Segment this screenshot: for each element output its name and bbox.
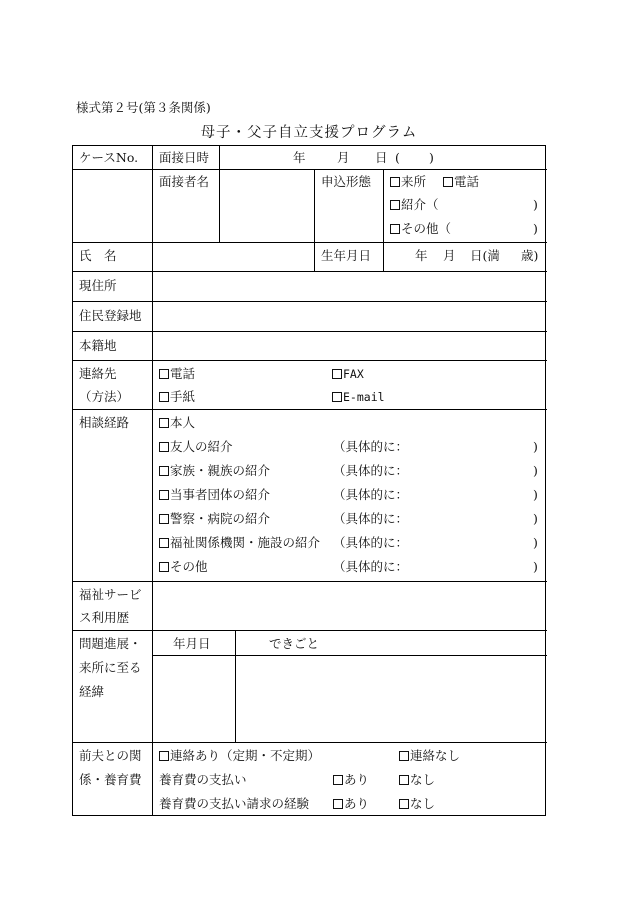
checkbox[interactable] xyxy=(159,392,169,402)
claim-yes-option[interactable]: あり xyxy=(333,797,369,811)
specific-close: ) xyxy=(533,535,538,550)
row-divider xyxy=(73,169,547,170)
consult-option-police[interactable]: 警察・病院の紹介 xyxy=(159,512,270,526)
welfare-history-label-2: ス利用歴 xyxy=(79,610,130,625)
checkbox[interactable] xyxy=(159,562,169,572)
checkbox[interactable] xyxy=(159,466,169,476)
birthdate-label: 生年月日 xyxy=(321,248,372,263)
birth-year-label: 年 xyxy=(415,248,428,263)
interviewer-label: 面接者名 xyxy=(159,174,210,189)
row-divider xyxy=(73,409,547,410)
checkbox[interactable] xyxy=(390,224,400,234)
payment-yes-option[interactable]: あり xyxy=(333,773,369,787)
history-label-2: 来所に至る xyxy=(79,660,142,675)
birth-day-age-label: 日(満 xyxy=(470,248,500,263)
consult-option-welfare[interactable]: 福祉関係機関・施設の紹介 xyxy=(159,536,320,550)
other-close: ) xyxy=(533,221,538,236)
interview-date-label: 面接日時 xyxy=(159,150,210,165)
specific-prefix: （具体的に： xyxy=(333,439,409,454)
month-label: 月 xyxy=(337,150,350,165)
specific-prefix: （具体的に： xyxy=(333,487,409,502)
checkbox[interactable] xyxy=(159,490,169,500)
birth-month-label: 月 xyxy=(443,248,456,263)
checkbox[interactable] xyxy=(399,775,409,785)
checkbox[interactable] xyxy=(333,775,343,785)
form-table xyxy=(72,145,546,816)
consult-option-self[interactable]: 本人 xyxy=(159,416,195,430)
claim-no-option[interactable]: なし xyxy=(399,797,435,811)
domicile-label: 本籍地 xyxy=(79,338,117,353)
contact-no-option[interactable]: 連絡なし xyxy=(399,749,460,763)
specific-close: ) xyxy=(533,439,538,454)
checkbox[interactable] xyxy=(332,369,342,379)
consult-option-group[interactable]: 当事者団体の紹介 xyxy=(159,488,270,502)
specific-prefix: （具体的に： xyxy=(333,511,409,526)
checkbox[interactable] xyxy=(390,200,400,210)
referral-option[interactable]: 紹介（ xyxy=(390,198,439,212)
contact-email-option[interactable]: E-mail xyxy=(332,390,385,404)
specific-close: ) xyxy=(533,559,538,574)
row-divider xyxy=(73,360,547,361)
form-number: 様式第２号(第３条関係) xyxy=(76,100,211,115)
welfare-history-label: 福祉サービ xyxy=(79,587,142,602)
history-label-3: 経緯 xyxy=(79,684,105,699)
checkbox[interactable] xyxy=(159,751,169,761)
history-event-header: できごと xyxy=(269,636,320,651)
year-label: 年 xyxy=(293,150,306,165)
checkbox[interactable] xyxy=(333,799,343,809)
specific-close: ) xyxy=(533,487,538,502)
row-divider xyxy=(73,581,547,582)
application-type-label: 申込形態 xyxy=(321,174,372,189)
history-date-header: 年月日 xyxy=(173,636,211,651)
checkbox[interactable] xyxy=(390,177,400,187)
checkbox[interactable] xyxy=(159,418,169,428)
checkbox[interactable] xyxy=(399,799,409,809)
row-divider xyxy=(73,242,547,243)
consult-option-family[interactable]: 家族・親族の紹介 xyxy=(159,464,270,478)
payment-no-option[interactable]: なし xyxy=(399,773,435,787)
checkbox[interactable] xyxy=(159,514,169,524)
checkbox[interactable] xyxy=(159,369,169,379)
history-header-divider xyxy=(153,655,547,656)
checkbox[interactable] xyxy=(399,751,409,761)
other-option[interactable]: その他（ xyxy=(390,222,451,236)
consultation-route-label: 相談経路 xyxy=(79,415,130,430)
phone-option[interactable]: 電話 xyxy=(443,175,479,189)
row-divider xyxy=(73,331,547,332)
row-divider xyxy=(73,742,547,743)
contact-yes-option[interactable]: 連絡あり（定期・不定期） xyxy=(159,749,320,763)
contact-label: 連絡先 xyxy=(79,366,117,381)
history-column-divider xyxy=(235,630,236,742)
contact-letter-option[interactable]: 手紙 xyxy=(159,390,195,404)
specific-prefix: （具体的に： xyxy=(333,463,409,478)
contact-method-label: （方法） xyxy=(79,389,130,404)
day-paren-open: ( xyxy=(395,150,400,165)
payment-label: 養育費の支払い xyxy=(159,772,247,787)
row-divider xyxy=(73,630,547,631)
claim-label: 養育費の支払い請求の経験 xyxy=(159,796,310,811)
column-divider xyxy=(383,169,384,271)
specific-prefix: （具体的に： xyxy=(333,559,409,574)
specific-close: ) xyxy=(533,511,538,526)
specific-close: ) xyxy=(533,463,538,478)
contact-fax-option[interactable]: FAX xyxy=(332,367,364,381)
day-paren-close: ) xyxy=(429,150,434,165)
row-divider xyxy=(73,271,547,272)
age-close-label: 歳) xyxy=(521,248,539,263)
checkbox[interactable] xyxy=(159,538,169,548)
registered-address-label: 住民登録地 xyxy=(79,308,142,323)
row-divider xyxy=(73,301,547,302)
form-title: 母子・父子自立支援プログラム xyxy=(200,125,418,141)
name-label: 氏 名 xyxy=(79,248,117,263)
checkbox[interactable] xyxy=(159,442,169,452)
ex-husband-label-2: 係・養育費 xyxy=(79,772,142,787)
history-label: 問題進展・ xyxy=(79,636,142,651)
contact-phone-option[interactable]: 電話 xyxy=(159,367,195,381)
visit-option[interactable]: 来所 xyxy=(390,175,426,189)
checkbox[interactable] xyxy=(332,392,342,402)
specific-prefix: （具体的に： xyxy=(333,535,409,550)
column-divider xyxy=(219,146,220,242)
column-divider xyxy=(314,169,315,271)
checkbox[interactable] xyxy=(443,177,453,187)
current-address-label: 現住所 xyxy=(79,278,117,293)
label-column-divider xyxy=(152,146,153,816)
consult-option-other[interactable]: その他 xyxy=(159,560,208,574)
consult-option-friend[interactable]: 友人の紹介 xyxy=(159,440,233,454)
day-label: 日 xyxy=(375,150,388,165)
referral-close: ) xyxy=(533,197,538,212)
case-no-label: ケースNo. xyxy=(79,150,139,165)
ex-husband-label: 前夫との関 xyxy=(79,748,142,763)
